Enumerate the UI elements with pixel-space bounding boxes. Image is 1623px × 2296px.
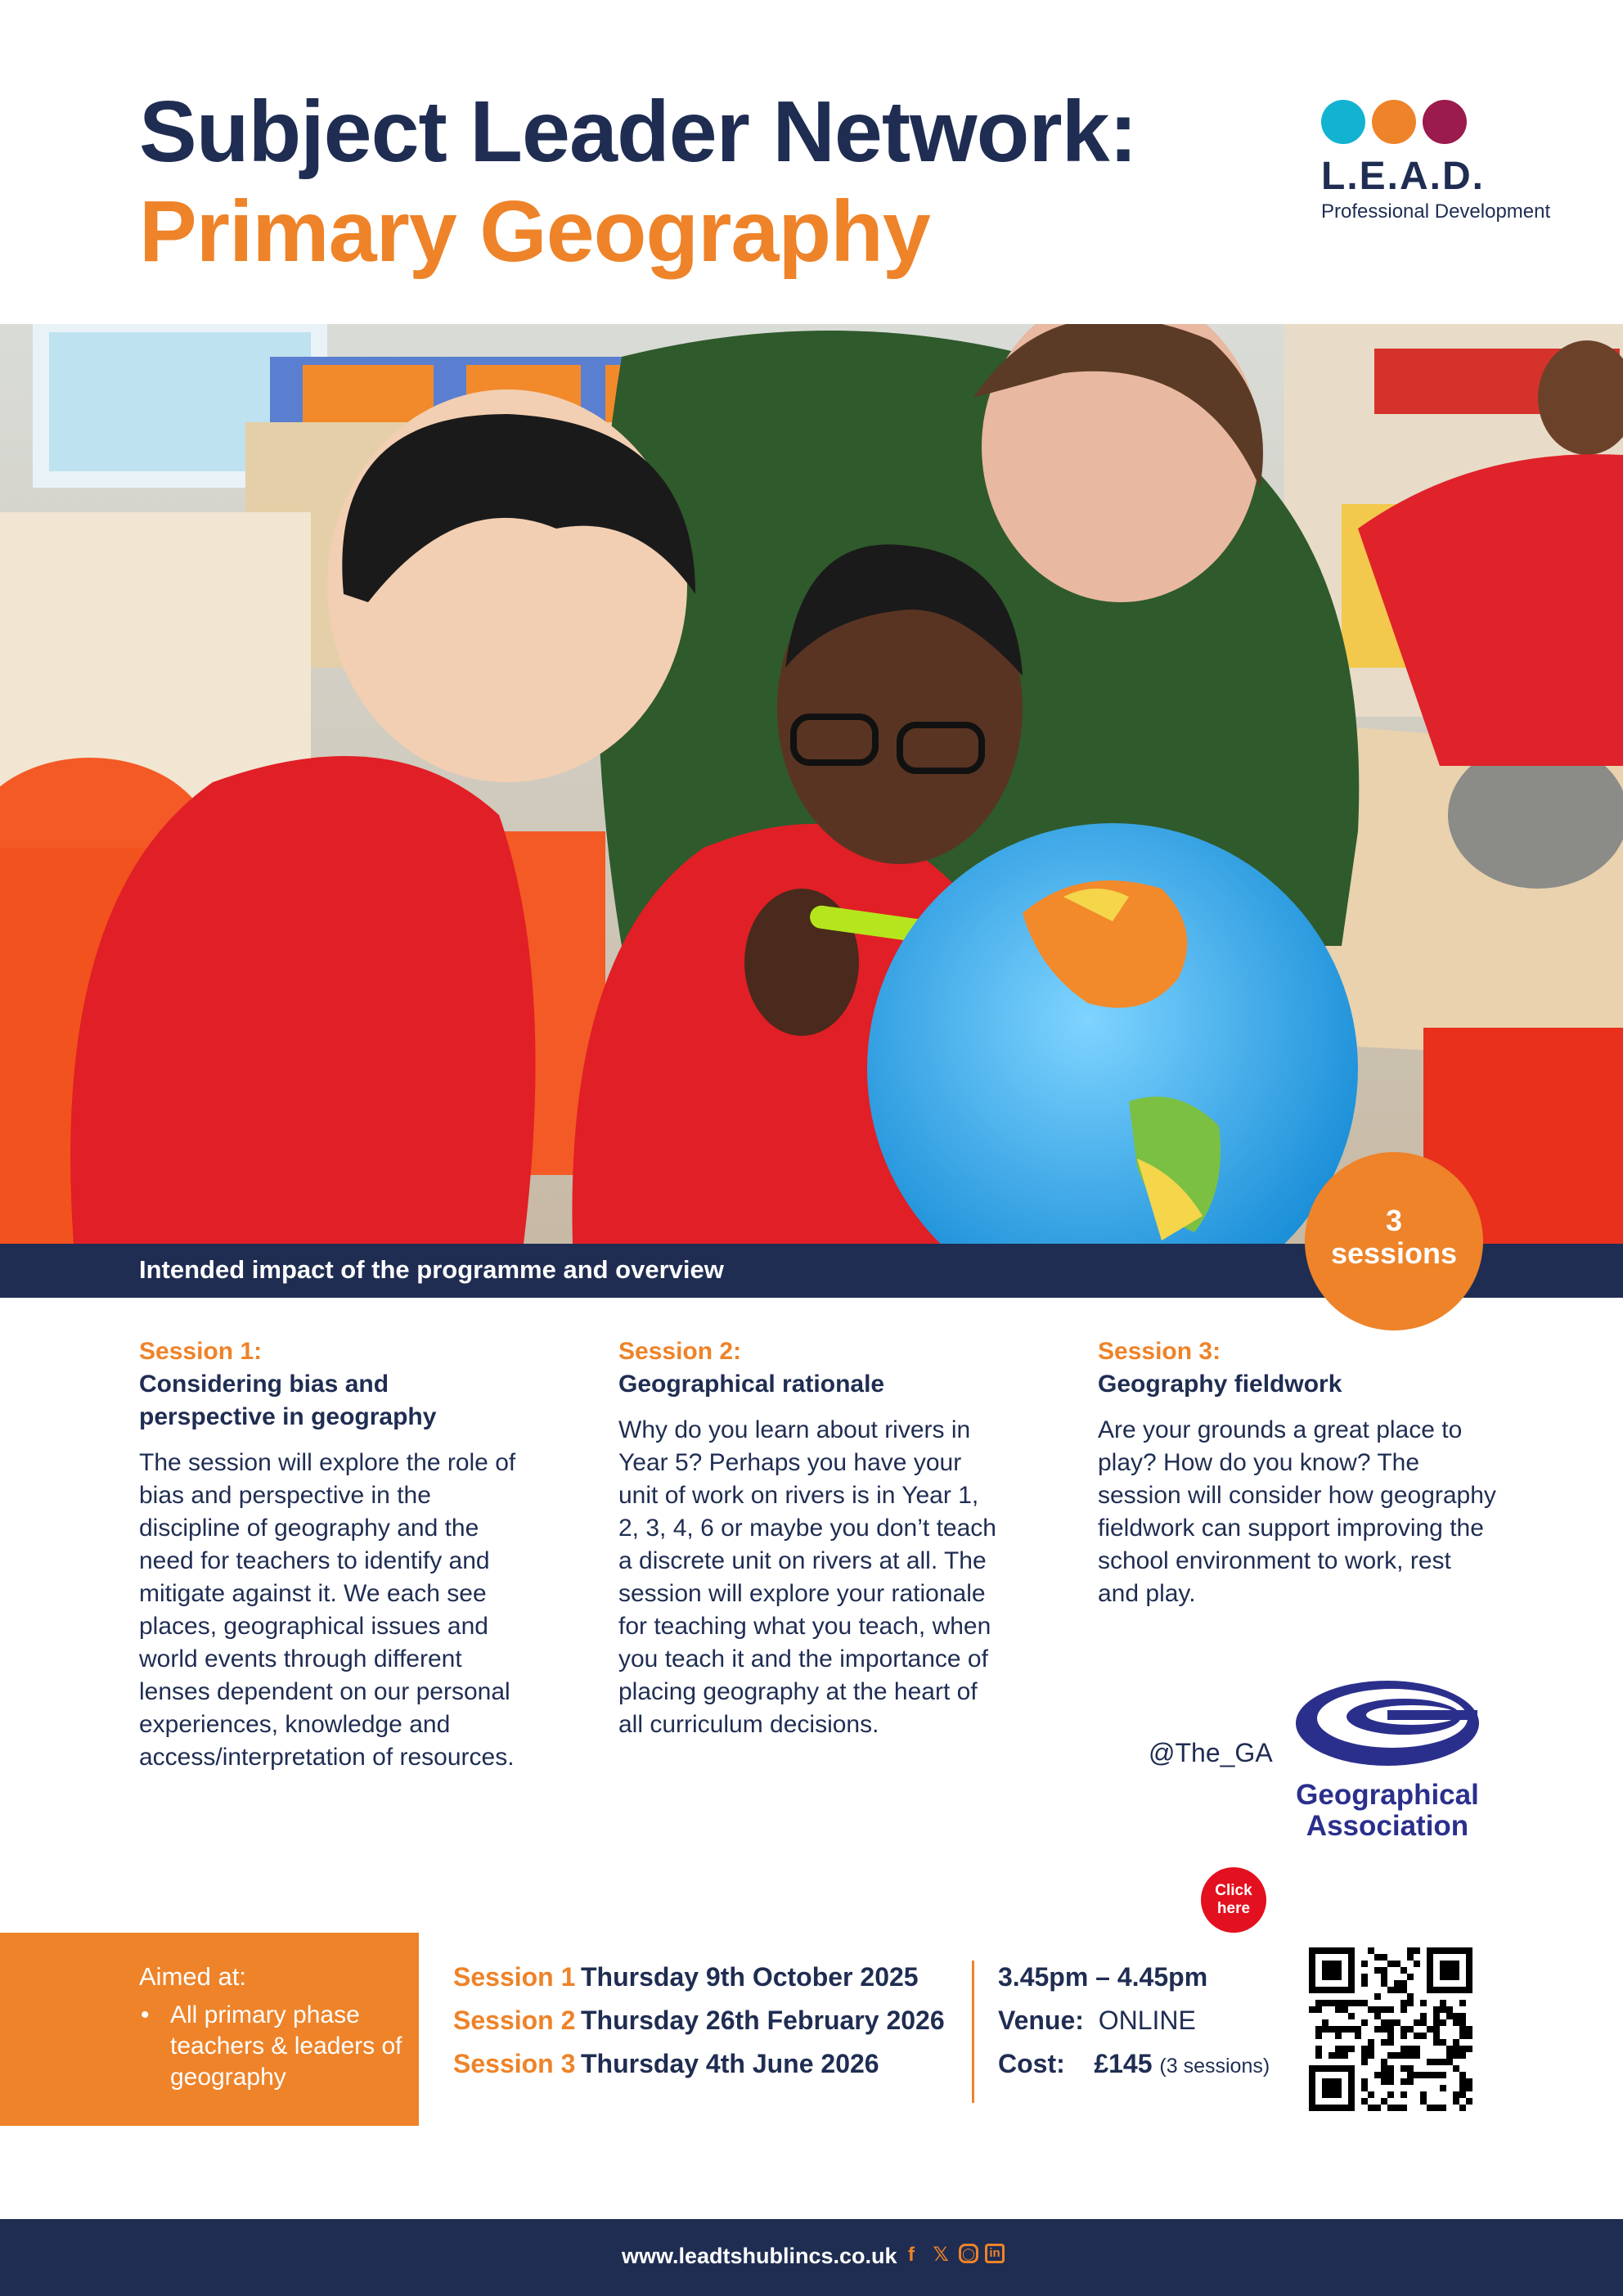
time-row xyxy=(998,1956,1270,1999)
facebook-icon[interactable]: f xyxy=(908,2244,915,2266)
instagram-icon[interactable]: ◯ xyxy=(959,2244,978,2263)
linkedin-icon[interactable]: in xyxy=(985,2244,1005,2263)
session-1-column xyxy=(139,1335,524,1774)
date-row xyxy=(453,1999,945,2042)
page-title xyxy=(139,82,1137,281)
session-2-column xyxy=(618,1335,1003,1741)
badge-number: 3 xyxy=(1385,1204,1403,1237)
qr-code-icon[interactable] xyxy=(1309,1947,1472,2111)
session-1-title: Considering bias and perspective in geography xyxy=(139,1371,437,1430)
strip-heading: Intended impact of the programme and overview xyxy=(139,1255,724,1284)
cost-value: £145 xyxy=(1094,2049,1153,2078)
session-1-body: The session will explore the role of bias and perspective in the discipline of geography and the need for teachers to identify and mitigate against it. We each see places, geographical issues and world events through different lenses dependent on our personal experiences, knowledge and access/interpretation of resources. xyxy=(139,1449,516,1771)
website-link[interactable]: www.leadtshublincs.co.uk xyxy=(622,2244,897,2268)
lead-subtitle: Professional Development xyxy=(1321,200,1551,223)
venue-label: Venue: xyxy=(998,2006,1084,2035)
date-value: Thursday 4th June 2026 xyxy=(581,2049,879,2078)
session-2-title: Geographical rationale xyxy=(618,1371,885,1398)
social-icons xyxy=(900,2244,1005,2267)
date-row xyxy=(453,2042,945,2086)
time-value: 3.45pm – 4.45pm xyxy=(998,1962,1208,1992)
ga-globe-icon xyxy=(1289,1677,1486,1776)
lead-name: L.E.A.D. xyxy=(1321,155,1486,198)
session-3-column xyxy=(1098,1335,1499,1610)
date-label: Session 1 xyxy=(453,1962,576,1992)
lead-dots xyxy=(1321,100,1567,144)
date-label: Session 3 xyxy=(453,2049,576,2078)
session-1-number: Session 1: xyxy=(139,1338,263,1365)
venue-row xyxy=(998,1999,1270,2042)
twitter-handle[interactable]: @The_GA xyxy=(1149,1738,1273,1767)
date-row xyxy=(453,1956,945,1999)
classroom-photo xyxy=(0,324,1623,1244)
lead-dot-teal xyxy=(1321,100,1365,144)
title-line-1: Subject Leader Network: xyxy=(139,83,1137,180)
aimed-at-heading: Aimed at: xyxy=(139,1962,246,1991)
click-here-button[interactable]: Click here xyxy=(1201,1867,1266,1933)
venue-value: ONLINE xyxy=(1098,2006,1196,2035)
lead-logo xyxy=(1321,100,1567,223)
badge-label: sessions xyxy=(1330,1236,1458,1270)
session-dates xyxy=(453,1956,945,2086)
sessions-badge xyxy=(1305,1152,1483,1330)
date-value: Thursday 9th October 2025 xyxy=(581,1962,919,1992)
aimed-at-item: • All primary phase teachers & leaders of geography xyxy=(170,2000,419,2093)
aimed-at-box xyxy=(0,1933,419,2126)
ga-name-line-1: Geographical xyxy=(1296,1779,1479,1811)
session-3-title: Geography fieldwork xyxy=(1098,1371,1342,1398)
x-icon[interactable]: 𝕏 xyxy=(933,2244,949,2266)
cost-label: Cost: xyxy=(998,2049,1065,2078)
cost-note: (3 sessions) xyxy=(1159,2055,1270,2078)
vertical-divider xyxy=(972,1961,974,2103)
title-line-2: Primary Geography xyxy=(139,183,930,280)
aimed-at-list xyxy=(139,2000,419,2093)
session-details xyxy=(998,1956,1270,2088)
date-value: Thursday 26th February 2026 xyxy=(581,2006,945,2035)
session-2-number: Session 2: xyxy=(618,1338,742,1365)
session-2-body: Why do you learn about rivers in Year 5? Perhaps you have your unit of work on rivers is in Year 1, 2, 3, 4, 6 or maybe you don’t teach a discrete unit on rivers at all. The session will explore your rationale for teaching what you teach, when you teach it and the importance of placing geography at the heart of all curriculum decisions. xyxy=(618,1416,996,1738)
lead-dot-plum xyxy=(1423,100,1467,144)
lead-dot-orange xyxy=(1372,100,1416,144)
session-3-body: Are your grounds a great place to play? How do you know? The session will consider how geography fieldwork can support improving the school environment to work, rest and play. xyxy=(1098,1416,1496,1607)
date-label: Session 2 xyxy=(453,2006,576,2035)
footer-bar xyxy=(0,2219,1623,2296)
session-3-number: Session 3: xyxy=(1098,1338,1221,1365)
cost-row xyxy=(998,2042,1270,2088)
ga-name-line-2: Association xyxy=(1306,1810,1469,1842)
geographical-association-logo xyxy=(1289,1677,1486,1842)
